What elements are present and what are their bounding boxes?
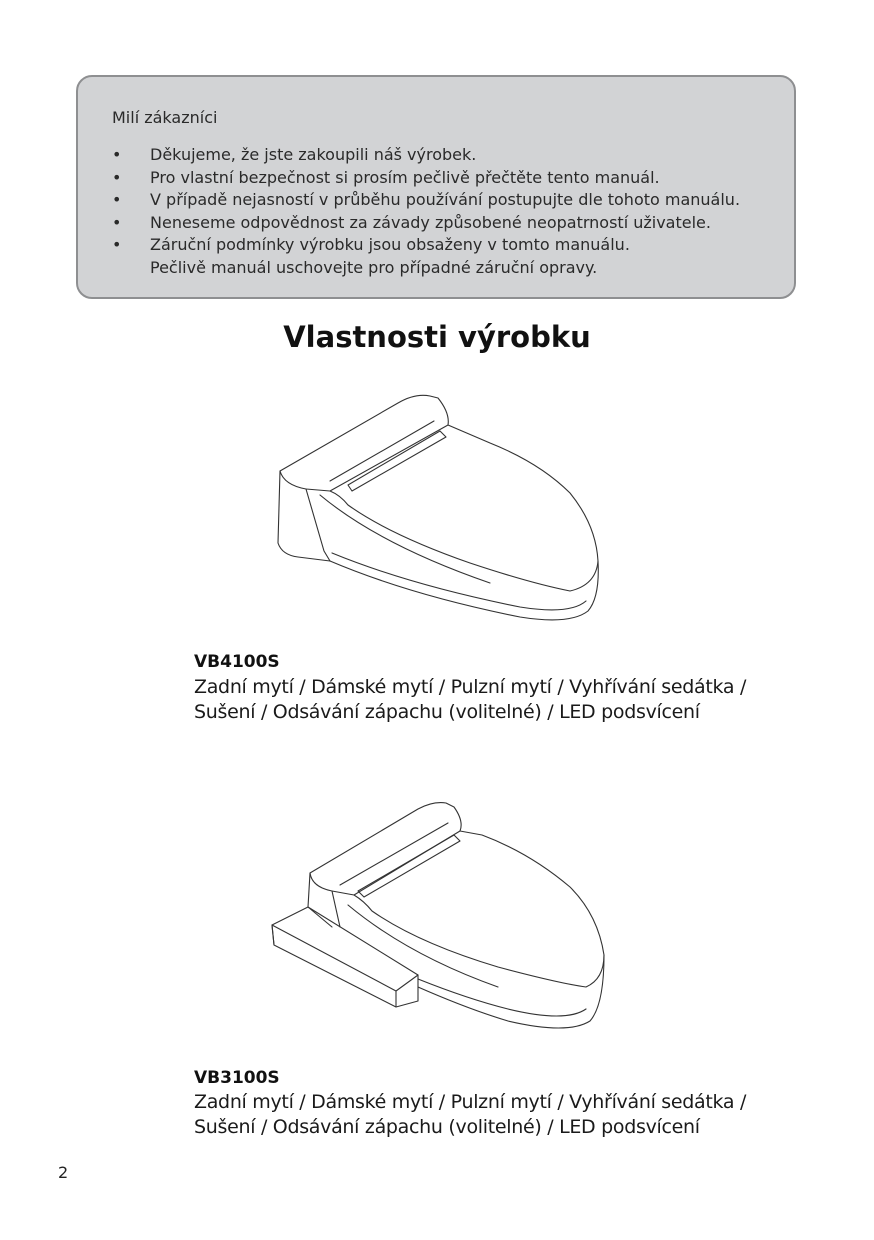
features-line: Sušení / Odsávání zápachu (volitelné) / LED podsvícení bbox=[194, 701, 700, 723]
notice-bullet-text: Pro vlastní bezpečnost si prosím pečlivě přečtěte tento manuál. bbox=[150, 167, 660, 187]
notice-greeting: Milí zákazníci bbox=[112, 108, 218, 127]
vb3100s-seat-illustration bbox=[268, 795, 613, 1035]
model-name: VB3100S bbox=[194, 1068, 280, 1088]
bullet-icon: • bbox=[112, 212, 122, 232]
page-number: 2 bbox=[58, 1163, 69, 1182]
bullet-icon: • bbox=[112, 235, 122, 254]
features-line: Zadní mytí / Dámské mytí / Pulzní mytí / Vyhřívání sedátka / bbox=[194, 1091, 747, 1113]
list-item bbox=[112, 212, 740, 235]
list-item bbox=[112, 234, 740, 279]
bullet-icon: • bbox=[112, 145, 122, 164]
notice-bullet-text: Děkujeme, že jste zakoupili náš výrobek. bbox=[150, 145, 477, 164]
section-title: Vlastnosti výrobku bbox=[283, 320, 591, 354]
list-item bbox=[112, 144, 740, 167]
notice-bullet-text: V případě nejasností v průběhu používání postupujte dle tohoto manuálu. bbox=[150, 190, 741, 209]
vb4100s-seat-illustration bbox=[270, 385, 610, 630]
notice-bullet-text: Záruční podmínky výrobku jsou obsaženy v tomto manuálu. bbox=[150, 235, 630, 254]
notice-bullet-text: Neneseme odpovědnost za závady způsobené neopatrností uživatele. bbox=[150, 212, 711, 232]
features-line: Zadní mytí / Dámské mytí / Pulzní mytí / Vyhřívání sedátka / bbox=[194, 676, 747, 698]
notice-bullet-continuation: Pečlivě manuál uschovejte pro případné záruční opravy. bbox=[150, 257, 598, 277]
notice-list bbox=[112, 144, 740, 279]
features-line: Sušení / Odsávání zápachu (volitelné) / LED podsvícení bbox=[194, 1116, 700, 1138]
list-item bbox=[112, 167, 740, 190]
model-name: VB4100S bbox=[194, 652, 280, 672]
bullet-icon: • bbox=[112, 167, 122, 187]
bullet-icon: • bbox=[112, 190, 122, 209]
list-item bbox=[112, 189, 740, 212]
